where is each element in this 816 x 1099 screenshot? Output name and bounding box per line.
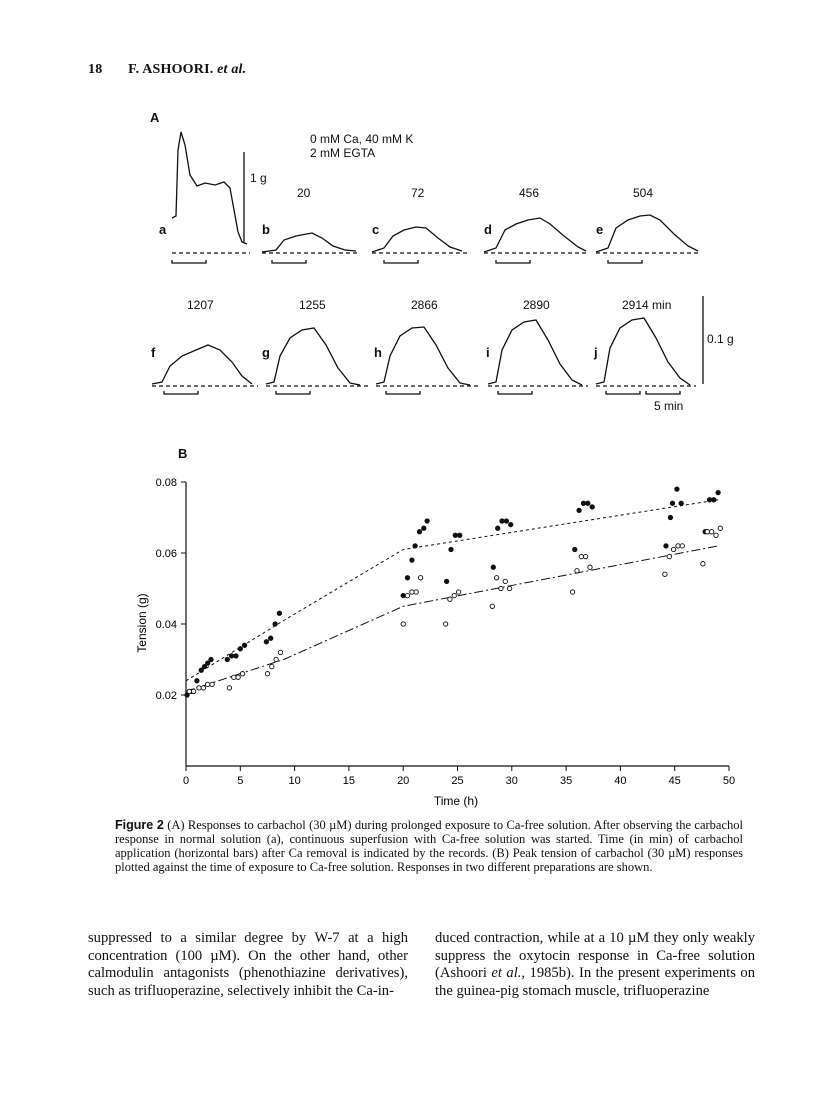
filled-data-point xyxy=(449,547,453,551)
x-tick-label: 40 xyxy=(614,775,627,787)
filled-data-point xyxy=(264,640,268,644)
fit-line-2 xyxy=(186,546,718,692)
x-tick-label: 30 xyxy=(505,775,518,787)
filled-data-point xyxy=(209,657,213,661)
trace-c-letter: c xyxy=(372,222,380,237)
filled-data-point xyxy=(238,647,242,651)
filled-data-point xyxy=(500,519,504,523)
filled-data-point xyxy=(269,636,273,640)
author-etal: et al. xyxy=(217,62,247,77)
filled-data-point xyxy=(509,522,513,526)
filled-data-point xyxy=(573,547,577,551)
filled-data-point xyxy=(229,654,233,658)
trace-i-bar xyxy=(498,391,532,394)
open-data-point xyxy=(499,586,503,590)
scale-1g-label: 1 g xyxy=(250,171,267,185)
x-tick-label: 5 xyxy=(237,775,244,787)
trace-f-curve xyxy=(152,345,252,384)
open-data-point xyxy=(418,576,422,580)
filled-data-point xyxy=(199,668,203,672)
y-tick-label: 0.06 xyxy=(155,548,177,560)
open-data-point xyxy=(274,657,278,661)
open-data-point xyxy=(187,689,191,693)
filled-data-point xyxy=(664,544,668,548)
open-data-point xyxy=(718,526,722,530)
filled-data-point xyxy=(458,533,462,537)
trace-c-bar xyxy=(384,260,418,263)
filled-data-point xyxy=(242,643,246,647)
filled-data-point xyxy=(225,657,229,661)
trace-b-time: 20 xyxy=(297,186,311,200)
trace-b-letter: b xyxy=(262,222,270,237)
trace-j-time: 2914 min xyxy=(622,298,672,312)
filled-data-point xyxy=(405,576,409,580)
body-text-right xyxy=(435,930,755,1000)
open-data-point xyxy=(714,533,718,537)
filled-data-point xyxy=(491,565,495,569)
trace-j-bar xyxy=(606,391,640,394)
open-data-point xyxy=(676,544,680,548)
trace-g-curve xyxy=(266,328,360,385)
trace-e-time: 504 xyxy=(633,186,654,200)
panel-a-label: A xyxy=(150,110,160,125)
y-tick-label: 0.08 xyxy=(155,477,177,489)
open-data-point xyxy=(240,672,244,676)
body-text-right-part2: , 1985b). In the present experiments on the guinea-pig stomach muscle, trifluoperazine xyxy=(435,965,755,999)
open-data-point xyxy=(236,675,240,679)
trace-d-curve xyxy=(484,218,586,252)
open-data-point xyxy=(663,572,667,576)
page-number: 18 xyxy=(88,62,103,77)
trace-g-bar xyxy=(276,391,310,394)
y-tick-label: 0.04 xyxy=(155,619,177,631)
open-data-point xyxy=(583,554,587,558)
tension-chart xyxy=(135,470,760,815)
panel-a-traces xyxy=(0,0,816,420)
open-data-point xyxy=(452,593,456,597)
body-text-right-part1: duced contraction, while at a 10 µM they only weakly suppress the oxytocin response in Ca-free solution (Ashoori xyxy=(435,930,755,981)
open-data-point xyxy=(575,569,579,573)
filled-data-point xyxy=(577,508,581,512)
filled-data-point xyxy=(496,526,500,530)
filled-data-point xyxy=(590,505,594,509)
open-data-point xyxy=(443,622,447,626)
filled-data-point xyxy=(670,501,674,505)
scale-5min-label: 5 min xyxy=(654,399,684,413)
x-tick-label: 0 xyxy=(182,775,190,787)
trace-h-bar xyxy=(386,391,420,394)
open-data-point xyxy=(579,554,583,558)
filled-data-point xyxy=(206,661,210,665)
y-tick-label: 0.02 xyxy=(155,690,177,702)
trace-a-letter: a xyxy=(159,222,167,237)
trace-j-curve xyxy=(596,318,690,385)
body-text-left: suppressed to a similar degree by W-7 at a high concentration (100 µM). On the other hand, other calmodulin antagonists (phenothiazine derivatives), such as trifluoperazine, selectively inhibit the Ca-in- xyxy=(88,930,408,999)
open-data-point xyxy=(270,664,274,668)
panel-a-condition-line1: 0 mM Ca, 40 mM K xyxy=(310,132,414,146)
filled-data-point xyxy=(679,501,683,505)
filled-data-point xyxy=(581,501,585,505)
filled-data-point xyxy=(586,501,590,505)
trace-i-time: 2890 xyxy=(523,298,550,312)
x-tick-label: 20 xyxy=(397,775,410,787)
open-data-point xyxy=(265,672,269,676)
filled-data-point xyxy=(417,530,421,534)
open-data-point xyxy=(701,562,705,566)
chart-points xyxy=(185,487,723,697)
filled-data-point xyxy=(401,593,405,597)
open-data-point xyxy=(588,565,592,569)
filled-data-point xyxy=(668,515,672,519)
open-data-point xyxy=(456,590,460,594)
y-axis-label: Tension (g) xyxy=(135,593,149,653)
open-data-point xyxy=(414,590,418,594)
panel-b-label: B xyxy=(178,446,188,461)
x-tick-label: 45 xyxy=(668,775,681,787)
open-data-point xyxy=(227,686,231,690)
x-tick-label: 35 xyxy=(559,775,573,787)
x-tick-label: 10 xyxy=(288,775,301,787)
trace-h-curve xyxy=(376,327,470,385)
open-data-point xyxy=(410,590,414,594)
trace-a-bar xyxy=(172,260,206,263)
trace-d-letter: d xyxy=(484,222,492,237)
open-data-point xyxy=(191,689,195,693)
filled-data-point xyxy=(504,519,508,523)
open-data-point xyxy=(210,682,214,686)
trace-h-letter: h xyxy=(374,345,382,360)
filled-data-point xyxy=(675,487,679,491)
open-data-point xyxy=(705,530,709,534)
trace-d-time: 456 xyxy=(519,186,540,200)
open-data-point xyxy=(503,579,507,583)
fit-line-1 xyxy=(186,500,718,681)
open-data-point xyxy=(709,530,713,534)
filled-data-point xyxy=(234,654,238,658)
filled-data-point xyxy=(277,611,281,615)
x-tick-label: 50 xyxy=(722,775,736,787)
open-data-point xyxy=(405,593,409,597)
trace-f-time: 1207 xyxy=(187,298,214,312)
open-data-point xyxy=(401,622,405,626)
open-data-point xyxy=(671,547,675,551)
filled-data-point xyxy=(410,558,414,562)
open-data-point xyxy=(197,686,201,690)
trace-g-letter: g xyxy=(262,345,270,360)
scale-01g-label: 0.1 g xyxy=(707,332,734,346)
x-tick-label: 25 xyxy=(451,775,464,787)
trace-c-time: 72 xyxy=(411,186,425,200)
filled-data-point xyxy=(712,498,716,502)
filled-data-point xyxy=(273,622,277,626)
open-data-point xyxy=(494,576,498,580)
filled-data-point xyxy=(195,679,199,683)
trace-f-letter: f xyxy=(151,345,156,360)
x-axis-label: Time (h) xyxy=(433,794,479,808)
caption-label: Figure 2 xyxy=(115,818,164,832)
x-tick-label: 15 xyxy=(342,775,356,787)
filled-data-point xyxy=(707,498,711,502)
open-data-point xyxy=(206,682,210,686)
open-data-point xyxy=(448,597,452,601)
open-data-point xyxy=(680,544,684,548)
trace-e-curve xyxy=(596,215,698,252)
trace-j-letter: j xyxy=(594,345,598,360)
trace-i-letter: i xyxy=(486,345,490,360)
trace-f-bar xyxy=(164,391,198,394)
trace-i-curve xyxy=(488,320,582,385)
open-data-point xyxy=(232,675,236,679)
body-text-right-etal: et al. xyxy=(491,965,522,981)
trace-c-curve xyxy=(372,227,462,252)
trace-d-bar xyxy=(496,260,530,263)
filled-data-point xyxy=(444,579,448,583)
filled-data-point xyxy=(425,519,429,523)
trace-e-letter: e xyxy=(596,222,604,237)
trace-a-curve xyxy=(172,132,247,244)
trace-e-bar xyxy=(608,260,642,263)
caption-text: (A) Responses to carbachol (30 µM) during prolonged exposure to Ca-free solution. After observing the carbachol response in normal solution (a), continuous superfusion with Ca-free solution was started. Time (in min) of carbachol application (horizontal bars) after Ca removal is indicated by the records. (B) Peak tension of carbachol (30 µM) responses plotted against the time of exposure to Ca-free solution. Responses in two different preparations are shown. xyxy=(115,818,743,874)
open-data-point xyxy=(490,604,494,608)
open-data-point xyxy=(278,650,282,654)
author-names: F. ASHOORI. xyxy=(128,62,214,77)
figure-caption xyxy=(115,818,743,874)
chart-axes xyxy=(156,477,736,787)
panel-a-condition-line2: 2 mM EGTA xyxy=(310,146,376,160)
filled-data-point xyxy=(716,490,720,494)
trace-b-bar xyxy=(272,260,306,263)
filled-data-point xyxy=(413,544,417,548)
filled-data-point xyxy=(453,533,457,537)
trace-h-time: 2866 xyxy=(411,298,438,312)
trace-j-bar-2 xyxy=(646,391,680,394)
open-data-point xyxy=(507,586,511,590)
trace-g-time: 1255 xyxy=(299,298,326,312)
filled-data-point xyxy=(422,526,426,530)
open-data-point xyxy=(667,554,671,558)
open-data-point xyxy=(201,686,205,690)
trace-b-curve xyxy=(262,233,356,252)
open-data-point xyxy=(570,590,574,594)
